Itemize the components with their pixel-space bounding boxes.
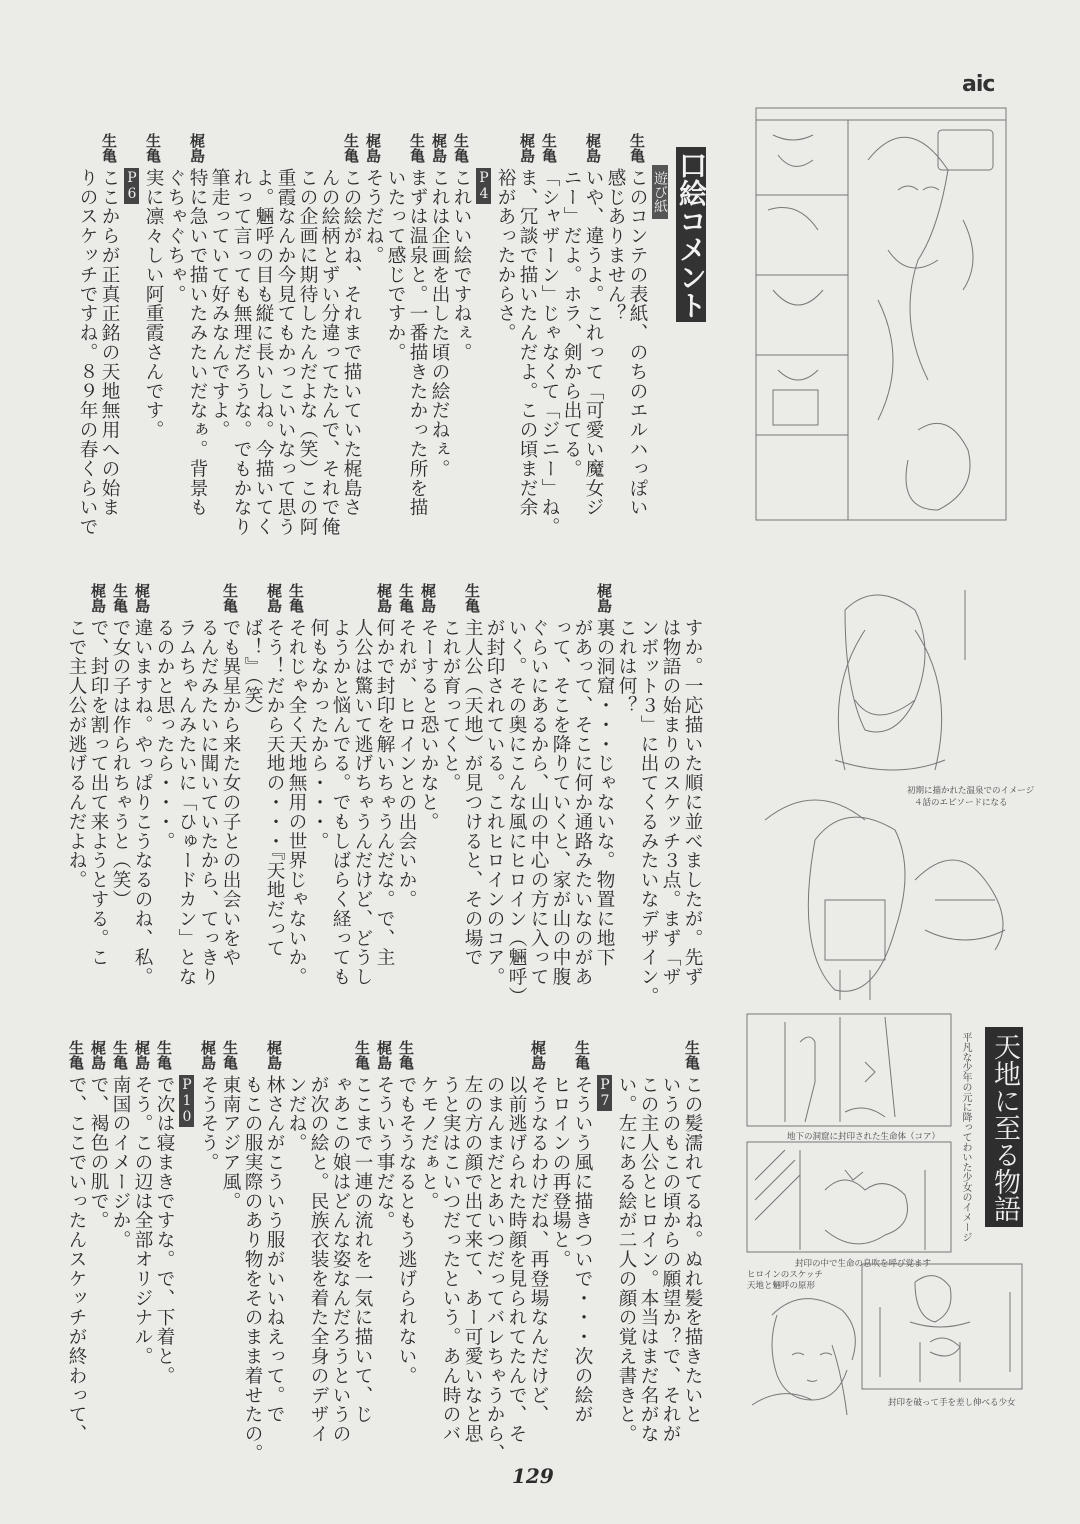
text-line: もこの服実際のあり物をそのまま着せたの。 (242, 1075, 263, 1463)
dialogue-entry (197, 1040, 219, 1430)
dialogue-entry (373, 1040, 395, 1430)
dialogue-entry (384, 133, 428, 523)
text-line: ぐちゃぐちゃ。 (165, 168, 186, 304)
speaker-name: 梶島 (529, 1040, 547, 1070)
onsen-caption: ４話のエピソードになる (914, 798, 1008, 808)
dialogue-entry (439, 583, 483, 973)
dialogue-entry (450, 133, 472, 523)
text-line: そういう風に描きついで・・・次の絵が (572, 1075, 593, 1425)
speaker-name: 生亀 (353, 1040, 371, 1070)
dialogue-entry (76, 133, 120, 537)
speaker-name: 梶島 (188, 133, 206, 163)
speaker-name: 梶島 (375, 583, 393, 613)
text-line: まずは温泉と。一番描きたかった所を描 (407, 168, 428, 518)
aic-logo: aic (962, 72, 995, 97)
dialogue-text (219, 1075, 241, 1211)
dialogue-text (373, 1075, 395, 1230)
text-line: こで主人公が逃げるんだよね。 (66, 618, 87, 890)
dialogue-entry (131, 583, 153, 987)
dialogue-block-top (76, 133, 648, 537)
dialogue-entry (164, 133, 208, 523)
speaker-name: 梶島 (89, 583, 107, 613)
text-line: この髪濡れてるね。ぬれ髪を描きたいと (682, 1075, 703, 1425)
text-line: この企画に期待したんだよな（笑）この阿 (297, 168, 318, 537)
dialogue-block-middle (65, 583, 703, 1006)
speaker-name: 梶島 (430, 133, 448, 163)
speaker-name: 梶島 (364, 133, 382, 163)
text-line: 「シャザーン」じゃなくて「ジニー」ね。 (539, 168, 560, 537)
text-line: この主人公とヒロイン。本当はまだ名がな (638, 1075, 659, 1444)
speaker-spacer (120, 133, 142, 168)
dialogue-text (307, 618, 395, 987)
text-line: 違いますね。やっぱりこうなるのね、私。 (132, 618, 153, 987)
speaker-name: 梶島 (199, 1040, 217, 1070)
page-number: 129 (512, 1464, 554, 1488)
section-subtitle: 遊び紙 (652, 165, 668, 219)
speaker-name: 生亀 (452, 133, 470, 163)
dialogue-entry (65, 583, 109, 973)
dialogue-text (549, 1075, 593, 1424)
speaker-name: 生亀 (221, 583, 239, 613)
dialogue-text (241, 618, 285, 958)
dialogue-entry (109, 1040, 131, 1430)
dialogue-text (285, 1075, 373, 1444)
text-line: それが、ヒロインとの出会いか。 (396, 618, 417, 909)
text-line: ようかと悩んでる。でもしばらく経っても (330, 618, 351, 987)
text-line: ここまで一連の流れを一気に描いて、じ (352, 1075, 373, 1425)
text-line: いうのもこの頃からの願望か？で、それが (660, 1075, 681, 1444)
dialogue-entry (109, 583, 131, 973)
text-line: んの絵柄とずい分違ってたんで、それで俺 (319, 168, 340, 537)
marker-column (175, 1075, 197, 1127)
text-line: 以前逃げられた時顔を見られてたんで、そ (506, 1075, 527, 1444)
speaker-name: 生亀 (463, 583, 481, 613)
dialogue-entry (538, 133, 560, 537)
dialogue-entry (395, 1040, 417, 1430)
dialogue-entry (219, 1040, 241, 1430)
text-line: のまんまだとあいつだってバレちゃうから、 (484, 1075, 505, 1463)
text-line: よ。魎呼の目も縦に長いしね。今描いてく (253, 168, 274, 537)
story-subtitle: 平凡な少年の元に降ってわいた少女のイメージ (960, 1032, 971, 1242)
dialogue-entry (307, 583, 395, 987)
speaker-name: 梶島 (265, 583, 283, 613)
section-marker (472, 133, 494, 523)
dialogue-entry (494, 133, 538, 523)
text-line: れって言っても無理だろうな。でもかなり (231, 168, 252, 537)
text-line: これいい絵ですねぇ。 (451, 168, 472, 362)
speaker-name: 生亀 (397, 583, 415, 613)
text-line: いたって感じですか。 (385, 168, 406, 362)
dialogue-text (384, 168, 428, 517)
text-line: これは企画を出した頃の絵だねぇ。 (429, 168, 450, 479)
dialogue-entry (241, 1040, 285, 1463)
speaker-spacer (472, 133, 494, 168)
text-line: ンだね。 (286, 1075, 307, 1153)
speaker-name: 生亀 (287, 583, 305, 613)
speaker-name: 生亀 (221, 1040, 239, 1070)
text-line: 裏の洞窟・・・じゃないな。物置に地下 (594, 618, 615, 968)
dialogue-entry (208, 133, 362, 537)
text-line: そうそう。 (198, 1075, 219, 1172)
marker-column (472, 168, 494, 204)
dialogue-entry (483, 583, 615, 1006)
section-marker (593, 1040, 615, 1430)
speaker-name: 梶島 (265, 1040, 283, 1070)
speaker-name: 生亀 (67, 1040, 85, 1070)
text-line: ラムちゃんみたいに「ひゅードカン」とな (176, 618, 197, 987)
dialogue-entry (285, 583, 307, 987)
dialogue-text (483, 618, 615, 1006)
dialogue-text (208, 168, 362, 537)
text-line: 特に急いで描いたみたいだなぁ。背景も (187, 168, 208, 518)
speaker-name: 生亀 (144, 133, 162, 163)
dialogue-entry (153, 583, 241, 987)
speaker-name: 生亀 (628, 133, 646, 163)
speaker-name: 生亀 (155, 1040, 173, 1070)
text-line: 何かで封印を解いちゃうんだな。で、主 (374, 618, 395, 968)
text-line: が次の絵と。民族衣装を着た全身のデザイ (308, 1075, 329, 1444)
dialogue-text (142, 168, 164, 440)
dialogue-text (439, 618, 483, 967)
text-line: ケモノだぁと。 (418, 1075, 439, 1211)
dialogue-entry (241, 583, 285, 973)
dialogue-text (428, 168, 450, 478)
text-line: いや、違うよ。これって「可愛い魔女ジ (583, 168, 604, 518)
dialogue-text (65, 618, 109, 967)
text-line: 感じありません？ (605, 168, 626, 324)
storyboard-frame-3 (860, 1262, 1025, 1392)
text-line: ぐらいにあるから、山の中心の方に入って (528, 618, 549, 987)
text-line: があって、そこに何か通路みたいなのがあ (572, 618, 593, 987)
dialogue-text (109, 1075, 131, 1250)
text-line: 南国のイメージか。 (110, 1075, 131, 1250)
text-line: りのスケッチですね。８９年の春くらいで (77, 168, 98, 537)
dialogue-text (164, 168, 208, 517)
text-line: るんだみたいに聞いていたから、てっきり (198, 618, 219, 987)
text-line: そういう事だな。 (374, 1075, 395, 1231)
text-line: そうなるわけだね、再登場なんだけど、 (528, 1075, 549, 1425)
marker-column (120, 168, 142, 204)
text-line: そうだね。 (363, 168, 384, 265)
dialogue-text (197, 1075, 219, 1172)
speaker-name: 梶島 (584, 133, 602, 163)
dialogue-text (241, 1075, 285, 1463)
page-marker-badge: P7 (597, 1077, 613, 1109)
dialogue-text (450, 168, 472, 362)
text-line: で女の子は作られちゃうと（笑） (110, 618, 131, 909)
frame-3-caption: 封印を破って手を差し伸べる少女 (888, 1398, 1016, 1408)
dialogue-entry (417, 1040, 549, 1463)
page-marker-badge: P10 (179, 1077, 195, 1125)
dialogue-text (87, 1075, 109, 1230)
dialogue-text (417, 1075, 549, 1463)
speaker-spacer (175, 1040, 197, 1075)
text-line: 裕があったからさ。 (495, 168, 516, 343)
dialogue-text (153, 618, 241, 987)
dialogue-entry (142, 133, 164, 523)
text-line: ま、冗談で描いたんだよ。この頃まだ余 (517, 168, 538, 518)
heroine-caption: ヒロインのスケッチ (747, 1270, 823, 1280)
dialogue-text (395, 1075, 417, 1385)
dialogue-text (538, 168, 560, 537)
text-line: これが育ってくと。 (440, 618, 461, 793)
speaker-name: 生亀 (683, 1040, 701, 1070)
speaker-name: 生亀 (111, 583, 129, 613)
text-line: ヒロインの再登場と。 (550, 1075, 571, 1269)
speaker-name: 梶島 (133, 1040, 151, 1070)
speaker-name: 生亀 (111, 1040, 129, 1070)
dialogue-text (604, 168, 648, 517)
text-line: そーすると恐いかなと。 (418, 618, 439, 832)
dialogue-entry (615, 583, 703, 1006)
speaker-name: 生亀 (342, 133, 360, 163)
text-line: 林さんがこういう服がいいねえって。で (264, 1075, 285, 1425)
text-line: い。左にある絵が二人の顔の覚え書きと。 (616, 1075, 637, 1444)
frame-2-caption: 封印の中で生命の息吹を呼び覚ます (795, 1259, 932, 1269)
dialogue-text (131, 618, 153, 987)
onsen-caption: 初期に描かれた温泉でのイメージ (907, 786, 1035, 796)
speaker-name: 梶島 (595, 583, 613, 613)
speaker-name: 梶島 (518, 133, 536, 163)
speaker-name: 生亀 (540, 133, 558, 163)
dialogue-entry (65, 1040, 87, 1444)
dialogue-entry (153, 1040, 175, 1430)
dialogue-text (615, 1075, 703, 1444)
text-line: 主人公（天地）が見つけると、その場で (462, 618, 483, 968)
dialogue-text (65, 1075, 87, 1444)
dialogue-text (153, 1075, 175, 1385)
heroine-caption: 天地と魎呼の原形 (747, 1281, 816, 1291)
text-line: 何もなかったから・・・。 (308, 618, 329, 851)
text-line: 人公は驚いて逃げちゃうんだけど、どうし (352, 618, 373, 987)
text-line: ニー」だよ。ホラ、剣から出てる。 (561, 168, 582, 479)
text-line: このコンテの表紙、のちのエルハっぽい (627, 168, 648, 518)
dialogue-text (109, 618, 131, 909)
section-title: 口絵コメント (676, 147, 706, 322)
dialogue-text (494, 168, 538, 517)
frame-1-caption: 地下の洞窟に封印された生命体（コア） (787, 1132, 941, 1142)
dialogue-text (285, 618, 307, 987)
story-title: 天地に至る物語 (985, 1027, 1023, 1227)
speaker-name: 梶島 (419, 583, 437, 613)
dialogue-entry (417, 583, 439, 973)
speaker-name: 梶島 (375, 1040, 393, 1070)
dialogue-entry (428, 133, 450, 523)
text-line: 実に凛々しい阿重霞さんです。 (143, 168, 164, 440)
text-line: 左の方の顔で出て来て、あー可愛いなと思 (462, 1075, 483, 1444)
dialogue-block-bottom (65, 1040, 703, 1463)
speaker-name: 生亀 (573, 1040, 591, 1070)
dialogue-entry (87, 1040, 109, 1430)
text-line: 筆走っていて好みなんですよ。 (209, 168, 230, 440)
text-line: で、封印を割って出て来ようとする。こ (88, 618, 109, 968)
text-line: ンボット３」に出てくるみたいなデザイン。 (638, 618, 659, 1006)
page-marker-badge: P6 (124, 170, 140, 202)
text-line: でもそうなるともう逃げられない。 (396, 1075, 417, 1386)
dialogue-entry (560, 133, 604, 523)
dialogue-entry (615, 1040, 703, 1444)
text-line: ゃあこの娘はどんな姿なんだろうというの (330, 1075, 351, 1444)
text-line: で、褐色の肌で。 (88, 1075, 109, 1231)
dialogue-entry (395, 583, 417, 973)
text-line: この絵がね、それまで描いていた梶島さ (341, 168, 362, 518)
speaker-name (681, 583, 703, 618)
text-line: これは何？ (616, 618, 637, 715)
text-line: が封印されている。これヒロインのコア。 (484, 618, 505, 987)
speaker-name: 生亀 (397, 1040, 415, 1070)
dialogue-text (560, 168, 604, 517)
text-line: いく。その奥にこんな風にヒロイン（魎呼） (506, 618, 527, 1006)
text-line: でも異星から来た女の子との出会いをや (220, 618, 241, 968)
text-line: すか。一応描いた順に並べましたが。先ず (682, 618, 703, 987)
text-line: で、ここでいったんスケッチが終わって、 (66, 1075, 87, 1444)
dialogue-text (615, 618, 703, 1006)
speaker-name: 生亀 (408, 133, 426, 163)
speaker-spacer (593, 1040, 615, 1075)
text-line: そう。この辺は全部オリジナル。 (132, 1075, 153, 1366)
dialogue-entry (362, 133, 384, 523)
text-line: ここからが正真正銘の天地無用への始ま (99, 168, 120, 518)
page-marker-badge: P4 (476, 170, 492, 202)
text-line: 東南アジア風。 (220, 1075, 241, 1211)
dialogue-text (131, 1075, 153, 1366)
storyboard-frame-2 (745, 1140, 955, 1255)
text-line: うと実はこいつだったという。あん時のバ (440, 1075, 461, 1444)
dialogue-text (76, 168, 120, 537)
marker-column (593, 1075, 615, 1111)
text-line: それじゃ全く天地無用の世界じゃないか。 (286, 618, 307, 987)
text-line: ば！』（笑） (242, 618, 263, 726)
dialogue-entry (131, 1040, 153, 1430)
section-marker (120, 133, 142, 523)
text-line: って、そこを降りていくと、家が山の中腹 (550, 618, 571, 987)
dialogue-entry (604, 133, 648, 523)
dialogue-text (395, 618, 417, 909)
storyboard-sketch-top (748, 100, 1013, 530)
speaker-name: 梶島 (133, 583, 151, 613)
section-marker (175, 1040, 197, 1430)
dialogue-text (417, 618, 439, 831)
heroine-face-sketch (742, 1285, 867, 1425)
speaker-name: 生亀 (100, 133, 118, 163)
text-line: 重霞なんか今見てもかっこいいなって思う (275, 168, 296, 537)
dialogue-text (362, 168, 384, 265)
storyboard-frame-1 (745, 1012, 955, 1130)
text-line: そう！だから天地の・・・『天地だって (264, 618, 285, 958)
text-line: は物語の始まりのスケッチ３点。まず「ザ (660, 618, 681, 987)
text-line: で次は寝まきですな。で、下着と。 (154, 1075, 175, 1386)
dialogue-entry (285, 1040, 373, 1444)
text-line: るのかと思ったら・・・。 (154, 618, 175, 851)
dialogue-entry (549, 1040, 593, 1430)
speaker-name: 梶島 (89, 1040, 107, 1070)
